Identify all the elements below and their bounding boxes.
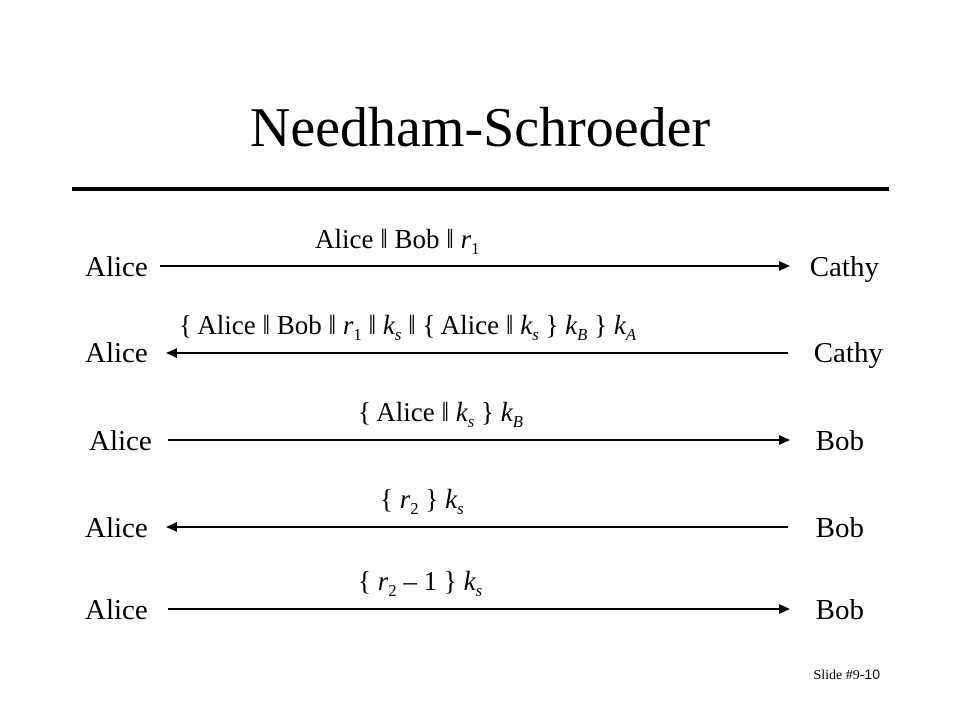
message-segment: 2	[388, 580, 397, 600]
row-2-arrow	[168, 352, 788, 354]
message-segment: k	[382, 310, 395, 340]
message-segment: s	[394, 324, 402, 344]
message-segment: k	[613, 310, 626, 340]
row-5-receiver: Bob	[815, 594, 864, 626]
message-segment: k	[455, 397, 468, 427]
message-segment: s	[532, 324, 539, 344]
message-segment: 1	[471, 238, 480, 258]
message-segment: B	[512, 411, 523, 431]
message-segment: B	[577, 324, 588, 344]
row-4-message: { $r_2$ } $k_s$	[380, 484, 464, 518]
row-1-sender: Alice	[85, 251, 148, 283]
row-3-sender: Alice	[89, 425, 152, 457]
row-3-arrow	[168, 439, 788, 441]
row-1-message: Alice ‖ Bob ‖ $r_1$	[315, 224, 480, 258]
message-segment: r	[342, 310, 354, 340]
row-2-sender: Cathy	[813, 337, 883, 369]
row-4-receiver: Alice	[85, 512, 148, 544]
row-3-receiver: Bob	[815, 425, 864, 457]
slide-number	[813, 664, 880, 686]
row-1-arrow	[160, 265, 788, 267]
message-segment: r	[460, 224, 472, 254]
title-underline	[72, 187, 889, 191]
message-segment: k	[500, 397, 513, 427]
slide-number-suffix: -10	[859, 666, 880, 682]
message-segment: r	[399, 484, 411, 514]
row-2-receiver: Alice	[85, 337, 148, 369]
row-4-sender: Bob	[815, 512, 864, 544]
row-5-sender: Alice	[85, 594, 148, 626]
row-3-message: { Alice ‖ $k_s$ } $k_B$	[358, 397, 523, 431]
message-segment: k	[463, 566, 476, 596]
message-segment: s	[457, 498, 464, 518]
message-segment: A	[625, 324, 637, 344]
message-segment: k	[445, 484, 458, 514]
row-4-arrow	[168, 526, 788, 528]
message-segment: 2	[410, 498, 419, 518]
row-1-receiver: Cathy	[809, 251, 879, 283]
slide-title: Needham-Schroeder	[249, 97, 711, 159]
row-5-message: { $r_2 - 1$ } $k_s$	[358, 566, 483, 600]
message-segment: 1	[353, 324, 362, 344]
row-2-message: { Alice ‖ Bob ‖ $r_1$ ‖ $k_s$ ‖ { Alice ‖ $k_s$ } $k_B$ } $k_A$	[179, 310, 637, 344]
slide-label: Slide #9	[813, 668, 860, 683]
message-segment: s	[475, 580, 483, 600]
message-segment: s	[467, 411, 475, 431]
message-segment: k	[520, 310, 533, 340]
message-segment: k	[565, 310, 578, 340]
row-5-arrow	[168, 608, 788, 610]
message-segment: r	[377, 566, 389, 596]
